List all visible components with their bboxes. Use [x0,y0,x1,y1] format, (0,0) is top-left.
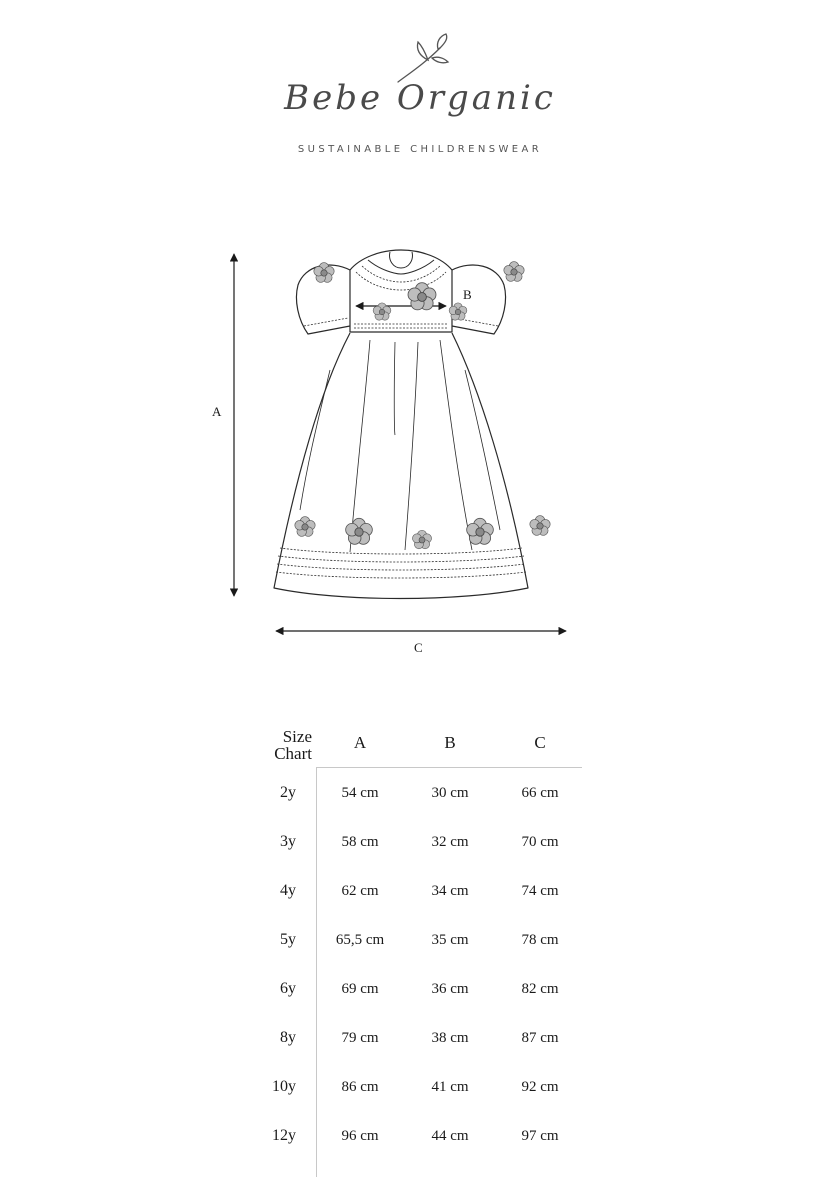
measure-c-cell: 78 cm [521,932,559,948]
measure-b-cell: 35 cm [431,932,469,948]
measure-c-cell: 97 cm [521,1128,559,1144]
header-divider [316,767,582,768]
table-row [240,925,585,955]
brand-name: Bebe Organic [284,78,556,118]
measure-c-cell: 82 cm [521,981,559,997]
table-row [240,1121,585,1151]
size-cell: 4y [280,882,296,899]
size-cell: 10y [272,1078,296,1095]
measure-a-cell: 96 cm [341,1128,379,1144]
column-header-b: B [444,733,456,752]
dimension-b-label: B [463,287,472,302]
measure-a-cell: 65,5 cm [335,932,385,948]
flower-embroidery [295,262,550,549]
measure-a-cell: 62 cm [341,883,379,899]
table-row [240,778,585,808]
measure-b-cell: 44 cm [431,1128,469,1144]
size-chart-header-label [240,728,312,778]
measure-c-cell: 87 cm [521,1030,559,1046]
table-row [240,1023,585,1053]
measure-b-cell: 32 cm [431,834,469,850]
measure-c-cell: 92 cm [521,1079,559,1095]
table-row [240,974,585,1004]
measure-a-cell: 69 cm [341,981,379,997]
column-header-c: C [534,733,546,752]
measure-a-cell: 54 cm [341,785,379,801]
dress-technical-drawing [190,230,610,670]
size-cell: 2y [280,784,296,801]
dress-outline [274,250,528,599]
measure-c-cell: 74 cm [521,883,559,899]
brand-tagline: SUSTAINABLE CHILDRENSWEAR [297,144,543,155]
measure-b-cell: 34 cm [431,883,469,899]
table-row [240,827,585,857]
measure-c-cell: 66 cm [521,785,559,801]
leaf-sprig-icon [398,34,448,82]
size-cell: 5y [280,931,296,948]
column-header-a: A [353,733,367,752]
dimension-a-label: A [212,404,222,419]
table-row [240,1072,585,1102]
size-cell: 8y [280,1029,296,1046]
measure-b-cell: 36 cm [431,981,469,997]
measure-b-cell: 30 cm [431,785,469,801]
measure-a-cell: 79 cm [341,1030,379,1046]
measure-a-cell: 58 cm [341,834,379,850]
measure-c-cell: 70 cm [521,834,559,850]
measure-a-cell: 86 cm [341,1079,379,1095]
size-cell: 12y [272,1127,296,1144]
measure-b-cell: 41 cm [431,1079,469,1095]
size-chart-header-line2: Chart [274,744,312,763]
dimension-c-label: C [414,640,423,655]
size-cell: 3y [280,833,296,850]
size-chart-header-line1: Size [282,727,312,746]
table-row [240,876,585,906]
size-cell: 6y [280,980,296,997]
measure-b-cell: 38 cm [431,1030,469,1046]
